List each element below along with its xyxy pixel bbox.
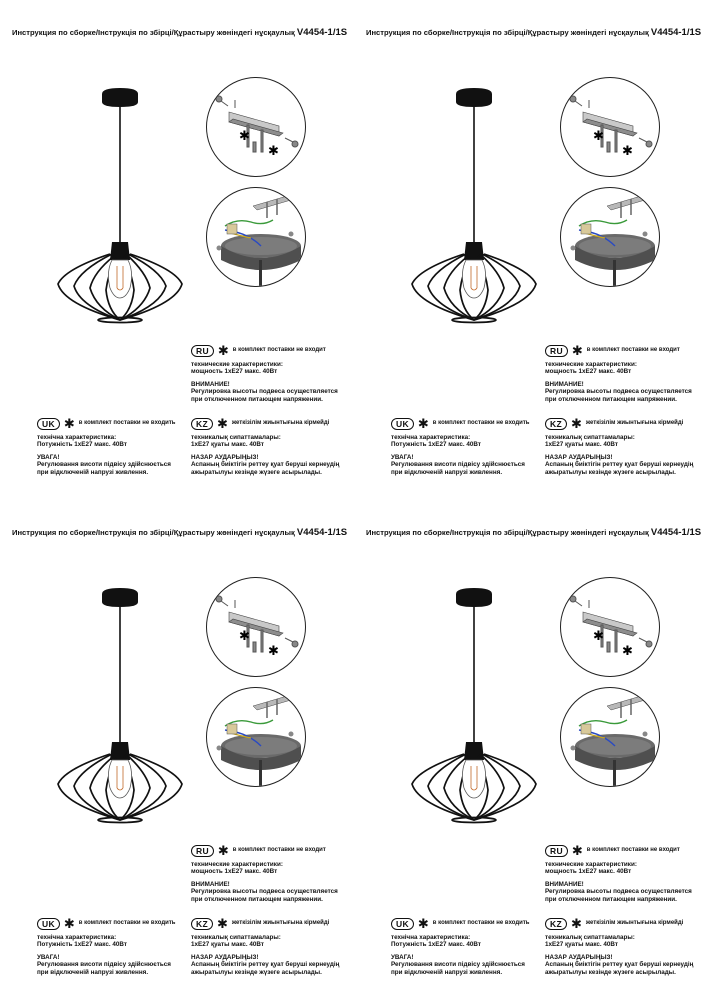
ru-specs-value: мощность 1хЕ27 макс. 40Вт (545, 368, 632, 376)
ru-warning-line1: Регулировка высоты подвеса осуществляется (545, 888, 692, 896)
star-icon: ✱ (417, 916, 429, 931)
uk-warning-line1: Регулювання висоти підвісу здійснюється (391, 461, 525, 469)
ru-specs-heading: технические характеристики: (545, 861, 637, 868)
ru-specs-value: мощность 1хЕ27 макс. 40Вт (545, 868, 632, 876)
svg-text:✱: ✱ (239, 629, 250, 644)
uk-not-included: в комплект поставки не входить (432, 420, 530, 427)
kz-specs-value: 1хЕ27 қуаты макс. 40Вт (545, 441, 618, 449)
kz-specs-heading: техникалық сипаттамалары: (191, 434, 281, 441)
ru-language-badge: RU (191, 345, 214, 357)
kz-language-badge: KZ (545, 918, 567, 930)
ru-specs-heading: технические характеристики: (191, 861, 283, 868)
model-code: V4454-1/1S (650, 527, 702, 538)
uk-warning-heading: УВАГА! (37, 953, 60, 961)
kz-warning-line1: Аспаның биіктігін реттеу қуат беруші кернеудің (191, 461, 340, 469)
uk-specs-value: Потужність 1хЕ27 макс. 40Вт (37, 941, 127, 949)
instruction-sheet (354, 500, 707, 1000)
star-icon: ✱ (217, 843, 229, 858)
uk-not-included: в комплект поставки не входить (78, 920, 176, 927)
mounting-bracket-diagram (560, 77, 660, 177)
ru-section (545, 845, 705, 903)
star-icon: ✱ (570, 416, 582, 431)
uk-section (391, 418, 551, 476)
mounting-bracket-diagram (206, 77, 306, 177)
ru-language-badge: RU (545, 845, 568, 857)
uk-not-included: в комплект поставки не входить (432, 920, 530, 927)
ru-section (191, 845, 351, 903)
kz-warning-line1: Аспаның биіктігін реттеу қуат беруші кернеудің (545, 461, 694, 469)
uk-specs-value: Потужність 1хЕ27 макс. 40Вт (37, 441, 127, 449)
kz-warning-line1: Аспаның биіктігін реттеу қуат беруші кернеудің (545, 961, 694, 969)
uk-warning-line1: Регулювання висоти підвісу здійснюється (391, 961, 525, 969)
mounting-bracket-diagram (560, 577, 660, 677)
kz-not-included: жеткізілім жиынтығына кірмейді (231, 420, 330, 427)
kz-section (545, 918, 705, 976)
kz-section (191, 418, 351, 476)
kz-section (191, 918, 351, 976)
ru-warning-heading: ВНИМАНИЕ! (545, 380, 584, 388)
uk-warning-line2: при відключеній напрузі живлення. (391, 968, 503, 976)
uk-language-badge: UK (391, 418, 414, 430)
ru-warning-heading: ВНИМАНИЕ! (545, 880, 584, 888)
kz-specs-value: 1хЕ27 қуаты макс. 40Вт (545, 941, 618, 949)
kz-warning-heading: НАЗАР АУДАРЫҢЫЗ! (191, 453, 259, 461)
uk-section (37, 918, 197, 976)
ru-warning-line1: Регулировка высоты подвеса осуществляется (191, 388, 338, 396)
kz-warning-line2: ажыратылуы кезінде жүзеге асырылады. (545, 968, 676, 976)
ru-warning-line2: при отключенном питающем напряжении. (545, 895, 677, 903)
ru-not-included: в комплект поставки не входит (586, 347, 680, 354)
uk-warning-line2: при відключеній напрузі живлення. (37, 968, 149, 976)
uk-language-badge: UK (37, 418, 60, 430)
kz-warning-line1: Аспаның биіктігін реттеу қуат беруші кернеудің (191, 961, 340, 969)
ru-not-included: в комплект поставки не входит (232, 347, 326, 354)
instruction-sheet (0, 500, 353, 1000)
kz-specs-heading: техникалық сипаттамалары: (545, 934, 635, 941)
pendant-lamp-illustration (404, 84, 544, 324)
svg-text:✱: ✱ (593, 129, 604, 144)
svg-text:✱: ✱ (239, 129, 250, 144)
kz-warning-line2: ажыратылуы кезінде жүзеге асырылады. (191, 468, 322, 476)
model-code: V4454-1/1S (296, 27, 348, 38)
kz-language-badge: KZ (545, 418, 567, 430)
ru-warning-line1: Регулировка высоты подвеса осуществляется (545, 388, 692, 396)
uk-specs-heading: технічна характеристика: (391, 934, 471, 941)
ru-specs-value: мощность 1хЕ27 макс. 40Вт (191, 368, 278, 376)
star-icon: ✱ (63, 916, 75, 931)
star-icon: ✱ (63, 416, 75, 431)
ru-language-badge: RU (191, 845, 214, 857)
uk-specs-value: Потужність 1хЕ27 макс. 40Вт (391, 941, 481, 949)
kz-warning-line2: ажыратылуы кезінде жүзеге асырылады. (191, 968, 322, 976)
ru-warning-line2: при отключенном питающем напряжении. (191, 895, 323, 903)
uk-warning-line2: при відключеній напрузі живлення. (391, 468, 503, 476)
ru-section (191, 345, 351, 403)
kz-not-included: жеткізілім жиынтығына кірмейді (585, 920, 684, 927)
uk-warning-heading: УВАГА! (391, 453, 414, 461)
kz-warning-heading: НАЗАР АУДАРЫҢЫЗ! (191, 953, 259, 961)
instruction-sheet (354, 0, 707, 500)
kz-specs-value: 1хЕ27 қуаты макс. 40Вт (191, 441, 264, 449)
kz-not-included: жеткізілім жиынтығына кірмейді (231, 920, 330, 927)
wiring-canopy-diagram (560, 687, 660, 787)
pendant-lamp-illustration (50, 584, 190, 824)
pendant-lamp-illustration (50, 84, 190, 324)
kz-specs-heading: техникалық сипаттамалары: (545, 434, 635, 441)
star-icon: ✱ (216, 916, 228, 931)
kz-warning-heading: НАЗАР АУДАРЫҢЫЗ! (545, 953, 613, 961)
ru-not-included: в комплект поставки не входит (232, 847, 326, 854)
uk-not-included: в комплект поставки не входить (78, 420, 176, 427)
wiring-canopy-diagram (206, 187, 306, 287)
svg-text:✱: ✱ (268, 644, 279, 659)
star-icon: ✱ (570, 916, 582, 931)
kz-warning-line2: ажыратылуы кезінде жүзеге асырылады. (545, 468, 676, 476)
uk-warning-line1: Регулювання висоти підвісу здійснюється (37, 961, 171, 969)
ru-not-included: в комплект поставки не входит (586, 847, 680, 854)
instruction-title: Инструкция по сборке/Інструкція по збірці/Құрастыру жөніндегі нұсқаулық V4454-1/1S (12, 27, 348, 38)
model-code: V4454-1/1S (296, 527, 348, 538)
ru-warning-line2: при отключенном питающем напряжении. (191, 395, 323, 403)
pendant-lamp-illustration (404, 584, 544, 824)
wiring-canopy-diagram (560, 187, 660, 287)
kz-not-included: жеткізілім жиынтығына кірмейді (585, 420, 684, 427)
ru-section (545, 345, 705, 403)
ru-specs-heading: технические характеристики: (545, 361, 637, 368)
kz-language-badge: KZ (191, 918, 213, 930)
uk-section (391, 918, 551, 976)
instruction-title: Инструкция по сборке/Інструкція по збірці/Құрастыру жөніндегі нұсқаулық V4454-1/1S (366, 527, 702, 538)
ru-specs-value: мощность 1хЕ27 макс. 40Вт (191, 868, 278, 876)
ru-language-badge: RU (545, 345, 568, 357)
instruction-title: Инструкция по сборке/Інструкція по збірці/Құрастыру жөніндегі нұсқаулық V4454-1/1S (366, 27, 702, 38)
ru-warning-heading: ВНИМАНИЕ! (191, 880, 230, 888)
kz-warning-heading: НАЗАР АУДАРЫҢЫЗ! (545, 453, 613, 461)
uk-language-badge: UK (37, 918, 60, 930)
uk-warning-line1: Регулювання висоти підвісу здійснюється (37, 461, 171, 469)
uk-warning-line2: при відключеній напрузі живлення. (37, 468, 149, 476)
uk-warning-heading: УВАГА! (37, 453, 60, 461)
ru-specs-heading: технические характеристики: (191, 361, 283, 368)
uk-specs-heading: технічна характеристика: (391, 434, 471, 441)
uk-section (37, 418, 197, 476)
instruction-sheet (0, 0, 353, 500)
ru-warning-line1: Регулировка высоты подвеса осуществляется (191, 888, 338, 896)
kz-specs-heading: техникалық сипаттамалары: (191, 934, 281, 941)
wiring-canopy-diagram (206, 687, 306, 787)
uk-warning-heading: УВАГА! (391, 953, 414, 961)
svg-text:✱: ✱ (593, 629, 604, 644)
uk-language-badge: UK (391, 918, 414, 930)
svg-text:✱: ✱ (622, 144, 633, 159)
uk-specs-heading: технічна характеристика: (37, 434, 117, 441)
star-icon: ✱ (417, 416, 429, 431)
kz-section (545, 418, 705, 476)
mounting-bracket-diagram (206, 577, 306, 677)
star-icon: ✱ (571, 843, 583, 858)
star-icon: ✱ (571, 343, 583, 358)
svg-text:✱: ✱ (268, 144, 279, 159)
svg-text:✱: ✱ (622, 644, 633, 659)
star-icon: ✱ (216, 416, 228, 431)
ru-warning-line2: при отключенном питающем напряжении. (545, 395, 677, 403)
kz-specs-value: 1хЕ27 қуаты макс. 40Вт (191, 941, 264, 949)
instruction-title: Инструкция по сборке/Інструкція по збірці/Құрастыру жөніндегі нұсқаулық V4454-1/1S (12, 527, 348, 538)
ru-warning-heading: ВНИМАНИЕ! (191, 380, 230, 388)
kz-language-badge: KZ (191, 418, 213, 430)
uk-specs-heading: технічна характеристика: (37, 934, 117, 941)
model-code: V4454-1/1S (650, 27, 702, 38)
uk-specs-value: Потужність 1хЕ27 макс. 40Вт (391, 441, 481, 449)
star-icon: ✱ (217, 343, 229, 358)
